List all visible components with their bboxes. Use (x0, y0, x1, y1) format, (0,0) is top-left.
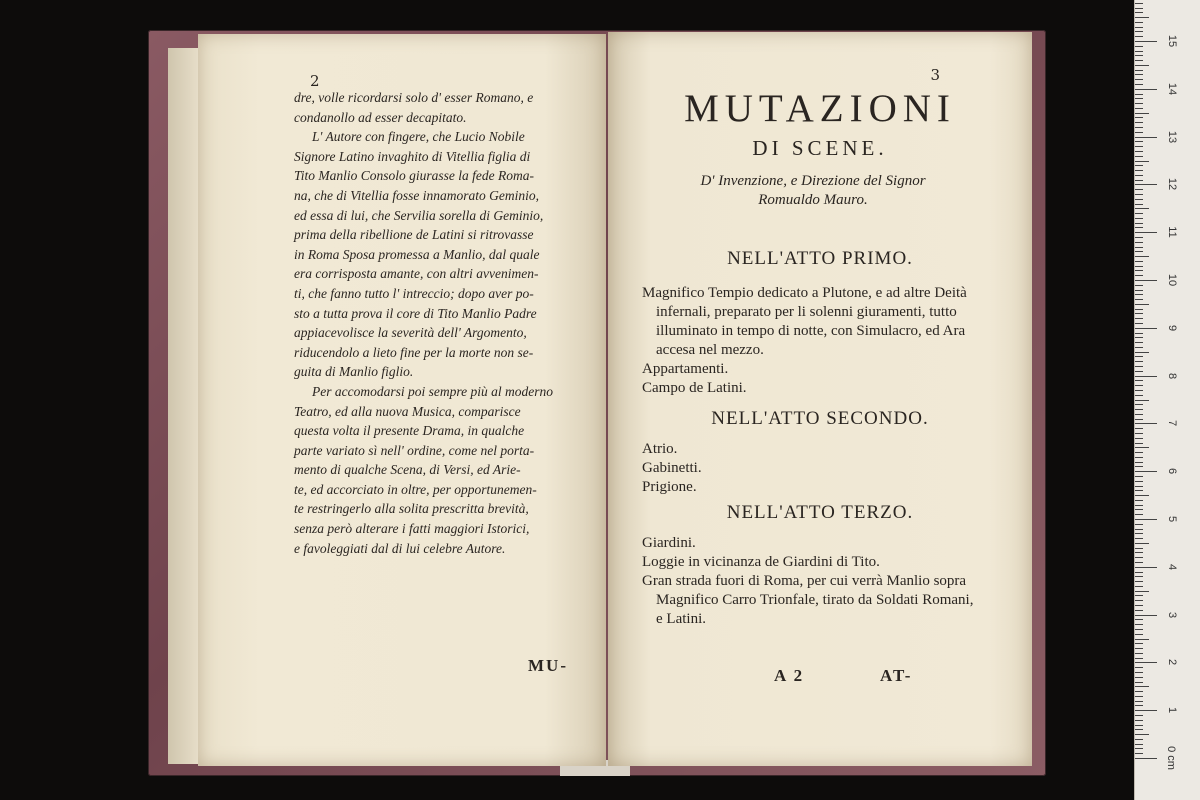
ruler-tick (1135, 452, 1143, 453)
ruler-tick (1135, 127, 1143, 128)
ruler-tick (1135, 462, 1143, 463)
right-page (608, 32, 1032, 766)
ruler-tick (1135, 423, 1157, 424)
text-line: in Roma Sposa promessa a Manlio, dal quale (294, 246, 540, 262)
ruler-tick (1135, 352, 1149, 353)
ruler-tick (1135, 12, 1143, 13)
ruler-tick (1135, 318, 1143, 319)
ruler-tick (1135, 313, 1143, 314)
ruler-tick (1135, 175, 1143, 176)
ruler-tick (1135, 591, 1149, 592)
ruler-label: 14 (1166, 82, 1178, 95)
ruler-tick (1135, 404, 1143, 405)
ruler-tick (1135, 490, 1143, 491)
ruler-tick (1135, 170, 1143, 171)
text-line: questa volta il presente Drama, in qualche (294, 423, 525, 439)
ruler-tick (1135, 180, 1143, 181)
text-line: ed essa di lui, che Servilia sorella di Geminio, (294, 207, 544, 223)
ruler-label: 9 (1166, 324, 1178, 331)
ruler-tick (1135, 247, 1143, 248)
text-line: sto a tutta prova il core di Tito Manlio Padre (294, 305, 537, 321)
page-subtitle: DI SCENE. (752, 136, 888, 160)
ruler-tick (1135, 519, 1157, 520)
ruler-tick (1135, 3, 1143, 4)
ruler-tick (1135, 495, 1149, 496)
ruler-tick (1135, 653, 1143, 654)
ruler-tick (1135, 184, 1157, 185)
ruler-tick (1135, 227, 1143, 228)
scene-item: Prigione. (642, 479, 697, 495)
ruler-tick (1135, 137, 1157, 138)
ruler-tick (1135, 595, 1143, 596)
ruler-tick (1135, 113, 1149, 114)
ruler-tick (1135, 744, 1143, 745)
ruler-tick (1135, 79, 1143, 80)
ruler-unit-label: 0 cm (1164, 746, 1177, 770)
text-line: appiacevolisce la severità dell' Argomento, (294, 325, 527, 341)
ruler-tick (1135, 639, 1149, 640)
ruler-tick (1135, 514, 1143, 515)
act-two-scenes (642, 440, 982, 497)
ruler-tick (1135, 705, 1143, 706)
text-line: e favoleggiati dal di lui celebre Autore. (294, 540, 506, 556)
ruler-tick (1135, 567, 1157, 568)
credit-block (648, 172, 978, 210)
ruler-tick (1135, 729, 1143, 730)
ruler-tick (1135, 232, 1157, 233)
ruler-tick (1135, 433, 1143, 434)
ruler-tick (1135, 108, 1143, 109)
scene-item: Gabinetti. (642, 460, 702, 476)
text-line: te, ed accorciato in oltre, per opportunemen- (294, 481, 537, 497)
ruler-label: 8 (1166, 372, 1178, 379)
credit-line: D' Invenzione, e Direzione del Signor (700, 173, 926, 189)
ruler-tick (1135, 65, 1149, 66)
ruler-tick (1135, 533, 1143, 534)
ruler-tick (1135, 557, 1143, 558)
scene-item: Appartamenti. (642, 361, 729, 377)
ruler-tick (1135, 70, 1143, 71)
ruler-tick (1135, 275, 1143, 276)
ruler-tick (1135, 548, 1143, 549)
ruler-tick (1135, 84, 1143, 85)
ruler-tick (1135, 500, 1143, 501)
ruler-tick (1135, 438, 1143, 439)
ruler-tick (1135, 299, 1143, 300)
ruler-tick (1135, 280, 1157, 281)
ruler-tick (1135, 213, 1143, 214)
ruler-tick (1135, 41, 1157, 42)
left-page-body (294, 88, 598, 558)
text-line: Teatro, ed alla nuova Musica, comparisce (294, 403, 521, 419)
ruler-tick (1135, 634, 1143, 635)
ruler-tick (1135, 36, 1143, 37)
ruler-tick (1135, 576, 1143, 577)
ruler-tick (1135, 600, 1143, 601)
ruler-tick (1135, 395, 1143, 396)
ruler-tick (1135, 481, 1143, 482)
ruler-tick (1135, 572, 1143, 573)
ruler-tick (1135, 89, 1157, 90)
ruler-tick (1135, 27, 1143, 28)
ruler-tick (1135, 189, 1143, 190)
ruler-tick (1135, 46, 1143, 47)
ruler-tick (1135, 400, 1149, 401)
ruler-label: 2 (1166, 659, 1178, 666)
ruler-tick (1135, 677, 1143, 678)
signature-mark: A 2 (774, 666, 805, 685)
ruler-tick (1135, 22, 1143, 23)
ruler-tick (1135, 658, 1143, 659)
ruler-tick (1135, 380, 1143, 381)
ruler-tick (1135, 691, 1143, 692)
ruler-tick (1135, 223, 1143, 224)
ruler-tick (1135, 686, 1149, 687)
ruler-tick (1135, 466, 1143, 467)
left-page-number: 2 (310, 72, 320, 90)
ruler-tick (1135, 204, 1143, 205)
left-catchword: MU- (528, 656, 568, 675)
ruler-tick (1135, 581, 1143, 582)
ruler-tick (1135, 342, 1143, 343)
ruler-tick (1135, 586, 1143, 587)
text-line: senza però alterare i fatti maggiori Istorici, (294, 521, 530, 537)
scene-item: Campo de Latini. (642, 380, 747, 396)
ruler-tick (1135, 256, 1149, 257)
ruler-tick (1135, 672, 1143, 673)
text-line: mento di qualche Scena, di Versi, ed Arie- (294, 462, 521, 478)
text-line: L' Autore con fingere, che Lucio Nobile (312, 129, 525, 145)
ruler-tick (1135, 304, 1149, 305)
ruler-tick (1135, 309, 1143, 310)
text-line: prima della ribellione de Latini si ritrovasse (294, 227, 534, 243)
text-line: Signore Latino invaghito di Vitellia figlia di (294, 148, 531, 164)
left-page (198, 34, 606, 766)
ruler-tick (1135, 242, 1143, 243)
ruler-tick (1135, 98, 1143, 99)
ruler-tick (1135, 605, 1143, 606)
ruler-tick (1135, 443, 1143, 444)
ruler-tick (1135, 419, 1143, 420)
ruler-label: 11 (1166, 226, 1178, 238)
ruler-tick (1135, 8, 1143, 9)
ruler-tick (1135, 524, 1143, 525)
ruler-tick (1135, 457, 1143, 458)
ruler-tick (1135, 725, 1143, 726)
ruler-tick (1135, 117, 1143, 118)
ruler-tick (1135, 758, 1157, 759)
ruler-tick (1135, 294, 1143, 295)
ruler-tick (1135, 328, 1157, 329)
ruler-tick (1135, 199, 1143, 200)
ruler-tick (1135, 509, 1143, 510)
text-line: guita di Manlio figlio. (294, 364, 414, 380)
ruler-tick (1135, 94, 1143, 95)
ruler-tick (1135, 662, 1157, 663)
ruler-tick (1135, 270, 1143, 271)
ruler-tick (1135, 194, 1143, 195)
ruler-tick (1135, 151, 1143, 152)
ruler-tick (1135, 60, 1143, 61)
ruler-tick (1135, 161, 1149, 162)
act-one-scenes (642, 284, 982, 398)
ruler-tick (1135, 414, 1143, 415)
ruler-tick (1135, 682, 1143, 683)
right-page-number: 3 (930, 66, 940, 84)
ruler-tick (1135, 146, 1143, 147)
ruler-tick (1135, 538, 1143, 539)
ruler-tick (1135, 17, 1149, 18)
ruler-tick (1135, 476, 1143, 477)
ruler-tick (1135, 31, 1143, 32)
ruler-tick (1135, 529, 1143, 530)
ruler-tick (1135, 337, 1143, 338)
ruler-tick (1135, 156, 1143, 157)
scene-item: Giardini. (642, 535, 696, 551)
ruler-tick (1135, 132, 1143, 133)
act-one-heading: NELL'ATTO PRIMO. (727, 248, 913, 269)
ruler-tick (1135, 285, 1143, 286)
text-line: na, che di Vitellia fosse innamorato Geminio, (294, 187, 539, 203)
ruler-tick (1135, 356, 1143, 357)
text-line: ti, che fanno tutto l' intreccio; dopo aver po- (294, 285, 534, 301)
ruler-tick (1135, 208, 1149, 209)
ruler-tick (1135, 552, 1143, 553)
text-line: dre, volle ricordarsi solo d' esser Romano, e (294, 90, 534, 105)
scene-item: Gran strada fuori di Roma, per cui verrà Manlio sopra Magnifico Carro Trionfale, tirato da Soldati Romani, e Latini. (642, 573, 974, 627)
text-line: riducendolo a lieto fine per la morte non se- (294, 344, 534, 360)
text-line: condanollo ad esser decapitato. (294, 109, 467, 125)
ruler-tick (1135, 543, 1149, 544)
ruler-label: 15 (1166, 34, 1178, 48)
scene-item: Magnifico Tempio dedicato a Plutone, e ad altre Deità infernali, preparato per li solenni giuramenti, tutto illuminato in tempo di notte, con Simulacro, ed Ara accesa nel mezzo. (642, 285, 967, 358)
ruler-tick (1135, 290, 1143, 291)
ruler-tick (1135, 505, 1143, 506)
ruler-tick (1135, 720, 1143, 721)
page-edges (168, 48, 200, 764)
act-two-heading: NELL'ATTO SECONDO. (711, 408, 929, 429)
ruler-tick (1135, 615, 1157, 616)
ruler-tick (1135, 667, 1143, 668)
ruler-label: 4 (1166, 563, 1178, 570)
ruler-tick (1135, 390, 1143, 391)
text-line: era corrisposta amante, con altri avvenimen- (294, 266, 539, 282)
ruler-tick (1135, 619, 1143, 620)
ruler-tick (1135, 323, 1143, 324)
ruler-tick (1135, 739, 1143, 740)
measuring-ruler (1134, 0, 1200, 800)
ruler-tick (1135, 361, 1143, 362)
ruler-tick (1135, 624, 1143, 625)
ruler-tick (1135, 266, 1143, 267)
ruler-tick (1135, 409, 1143, 410)
ruler-tick (1135, 74, 1143, 75)
ruler-tick (1135, 371, 1143, 372)
ruler-tick (1135, 165, 1143, 166)
ruler-tick (1135, 428, 1143, 429)
ruler-tick (1135, 251, 1143, 252)
ruler-tick (1135, 366, 1143, 367)
ruler-tick (1135, 610, 1143, 611)
ruler-tick (1135, 748, 1143, 749)
ruler-tick (1135, 447, 1149, 448)
text-line: parte variato sì nell' ordine, come nel porta- (294, 442, 535, 458)
ruler-label: 1 (1166, 707, 1178, 714)
ruler-label (1166, 0, 1178, 2)
ruler-tick (1135, 122, 1143, 123)
ruler-label: 12 (1166, 178, 1178, 191)
ruler-label: 3 (1166, 611, 1178, 618)
ruler-tick (1135, 715, 1143, 716)
ruler-tick (1135, 141, 1143, 142)
ruler-label: 13 (1166, 130, 1178, 143)
ruler-tick (1135, 55, 1143, 56)
ruler-tick (1135, 218, 1143, 219)
ruler-label: 5 (1166, 515, 1178, 523)
ruler-tick (1135, 385, 1143, 386)
ruler-tick (1135, 648, 1143, 649)
ruler-tick (1135, 376, 1157, 377)
ruler-tick (1135, 734, 1149, 735)
ruler-label: 10 (1166, 273, 1178, 287)
text-line: Per accomodarsi poi sempre più al moderno (312, 383, 553, 399)
text-line: te restringerlo alla solita prescritta brevità, (294, 501, 529, 517)
page-title: MUTAZIONI (684, 87, 956, 130)
credit-line: Romualdo Mauro. (758, 192, 868, 208)
ruler-tick (1135, 103, 1143, 104)
ruler-tick (1135, 696, 1143, 697)
ruler-label: 6 (1166, 468, 1178, 475)
ruler-tick (1135, 562, 1143, 563)
ruler-tick (1135, 753, 1143, 754)
ruler-tick (1135, 643, 1143, 644)
ruler-tick (1135, 261, 1143, 262)
ruler-tick (1135, 51, 1143, 52)
scene-item: Loggie in vicinanza de Giardini di Tito. (642, 554, 880, 570)
right-catchword: AT- (880, 666, 913, 685)
ruler-tick (1135, 486, 1143, 487)
ruler-tick (1135, 629, 1143, 630)
ruler-tick (1135, 710, 1157, 711)
ruler-tick (1135, 701, 1143, 702)
ruler-tick (1135, 237, 1143, 238)
act-three-scenes (642, 534, 982, 629)
ruler-tick (1135, 471, 1157, 472)
act-three-heading: NELL'ATTO TERZO. (726, 502, 914, 523)
text-line: Tito Manlio Consolo giurasse la fede Roma- (294, 168, 535, 184)
ruler-label: 7 (1166, 420, 1178, 427)
ruler-tick (1135, 333, 1143, 334)
scene-item: Atrio. (642, 441, 678, 457)
ruler-tick (1135, 347, 1143, 348)
